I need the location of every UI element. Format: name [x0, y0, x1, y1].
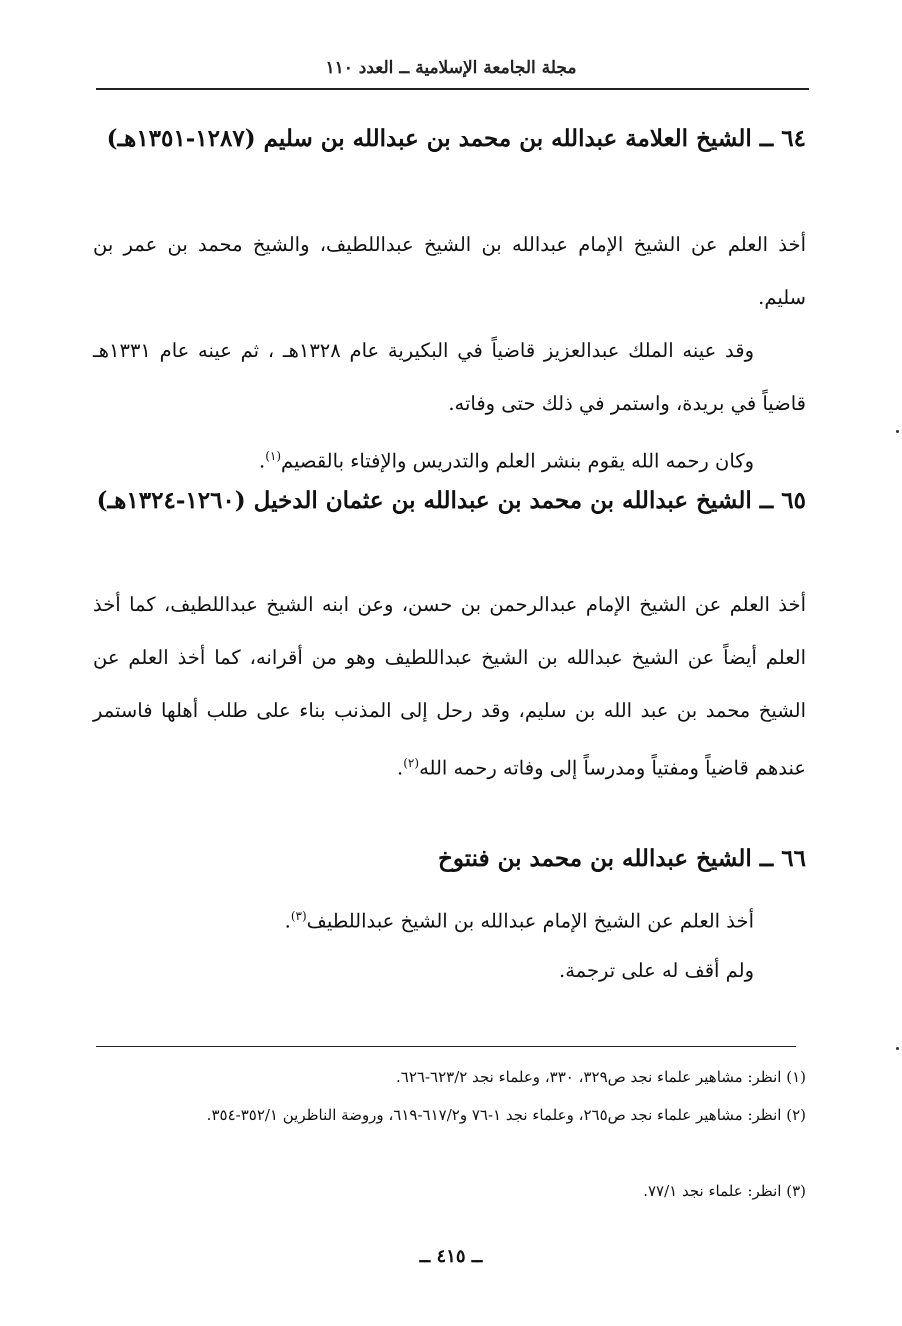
scan-speck — [896, 430, 899, 433]
footnote-divider — [96, 1046, 796, 1047]
entry-66-title: ٦٦ ــ الشيخ عبدالله بن محمد بن فنتوخ — [438, 845, 806, 872]
page-number: ــ ٤١٥ ــ — [419, 1246, 483, 1267]
entry-66-paragraph-2: ولم أقف له على ترجمة. — [559, 959, 754, 982]
header-divider — [96, 88, 809, 90]
entry-64-paragraph-3-text: وكان رحمه الله يقوم بنشر العلم والتدريس والإفتاء بالقصيم — [281, 449, 754, 473]
entry-64-paragraph-2: وقد عينه الملك عبدالعزيز قاضياً في البكيرية عام ١٣٢٨هـ ، ثم عينه عام ١٣٣١هـ قاضياً في بريدة، واستمر في ذلك حتى وفاته. — [93, 339, 806, 415]
entry-66-paragraph-1-text: أخذ العلم عن الشيخ الإمام عبدالله بن الشيخ عبداللطيف — [306, 909, 754, 933]
footnote-1: (١) انظر: مشاهير علماء نجد ص٣٢٩، ٣٣٠، وعلماء نجد ٦٢٣/٢-٦٢٦. — [396, 1068, 806, 1086]
footnote-3: (٣) انظر: علماء نجد ٧٧/١. — [643, 1182, 806, 1200]
footnote-2: (٢) انظر: مشاهير علماء نجد ص٢٦٥، وعلماء نجد ١-٧٦ و٦١٧/٢-٦١٩، وروضة الناظرين ٣٥٢/١-٣٥٤. — [206, 1106, 806, 1124]
entry-65-paragraph-1: أخذ العلم عن الشيخ الإمام عبدالرحمن بن حسن، وعن ابنه الشيخ عبداللطيف، كما أخذ العلم أيضاً عن الشيخ عبدالله بن الشيخ عبداللطيف وهو من أقرانه، كما أخذ العلم عن الشيخ محمد بن عبد الله بن سليم، وقد رحل إلى المذنب بناء على طلب أهلها فاستمر عندهم قاضياً ومفتياً ومدرساً إلى وفاته رحمه الله$^{(٢)}$. — [93, 593, 806, 780]
scan-speck — [896, 1047, 899, 1050]
footnote-ref-3: (٣) — [290, 909, 307, 923]
entry-64-paragraph-1: أخذ العلم عن الشيخ الإمام عبدالله بن الشيخ عبداللطيف، والشيخ محمد بن عمر بن سليم. — [93, 233, 806, 309]
footnote-ref-2: (٢) — [403, 756, 420, 770]
entry-64-title: ٦٤ ــ الشيخ العلامة عبدالله بن محمد بن عبدالله بن سليم (١٢٨٧-١٣٥١هـ) — [106, 125, 806, 152]
entry-65-title: ٦٥ ــ الشيخ عبدالله بن محمد بن عبدالله بن عثمان الدخيل (١٢٦٠-١٣٢٤هـ) — [96, 487, 806, 514]
entry-64-paragraph-3: وكان رحمه الله يقوم بنشر العلم والتدريس والإفتاء بالقصيم$^{(١)}$. — [259, 449, 754, 473]
running-header: مجلة الجامعة الإسلامية ــ العدد ١١٠ — [325, 58, 577, 78]
entry-66-paragraph-1: أخذ العلم عن الشيخ الإمام عبدالله بن الشيخ عبداللطيف$^{(٣)}$. — [284, 909, 754, 933]
footnote-ref-1: (١) — [265, 449, 282, 463]
entry-65-paragraph-1-text: أخذ العلم عن الشيخ الإمام عبدالرحمن بن حسن، وعن ابنه الشيخ عبداللطيف، كما أخذ العلم أيضاً عن الشيخ عبدالله بن الشيخ عبداللطيف وهو من أقرانه، كما أخذ العلم عن الشيخ محمد بن عبد الله بن سليم، وقد رحل إلى المذنب بناء على طلب أهلها فاستمر عندهم قاضياً ومفتياً ومدرساً إلى وفاته رحمه الله — [93, 593, 806, 780]
